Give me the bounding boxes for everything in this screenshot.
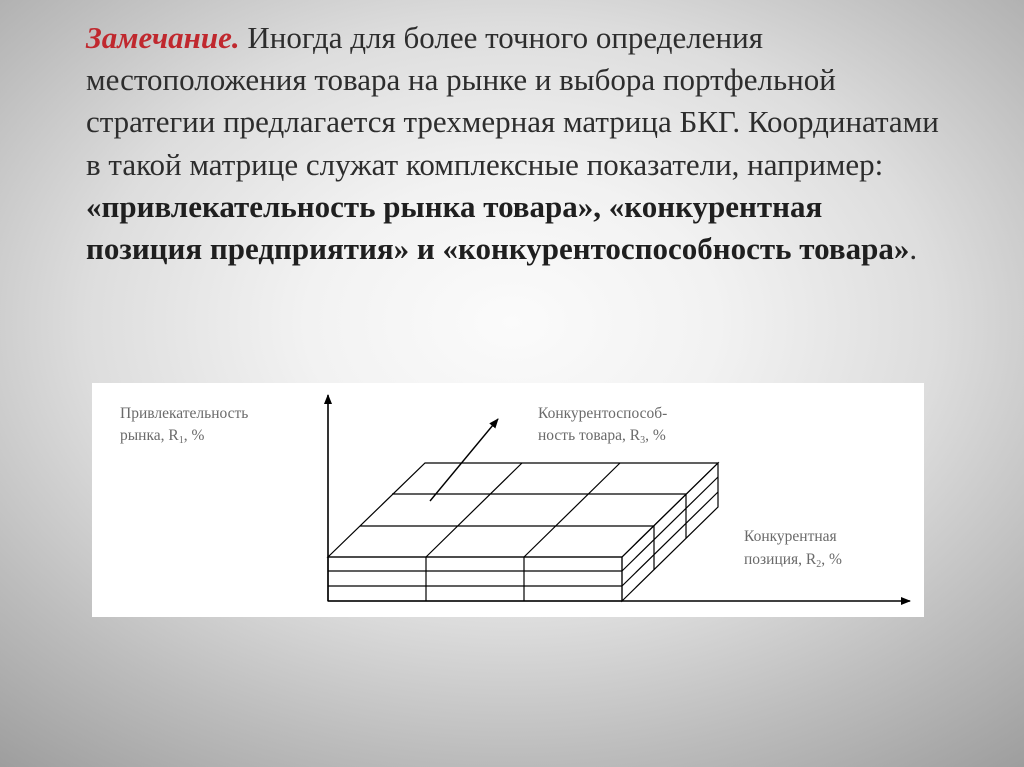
- paragraph-end: .: [909, 231, 918, 267]
- x-axis-label-line2: позиция, R2, %: [744, 551, 842, 570]
- paragraph-text: Иногда для более точного определения местоположения товара на рынке и выбора портфельной стратегии предлагается трехмерная матрица БКГ. Координатами в такой матрице служат комплексные показатели, например:: [86, 20, 939, 182]
- z-axis-label-line2: ность товара, R3, %: [538, 427, 666, 446]
- x-axis-label: Конкурентная: [744, 528, 837, 545]
- y-axis-label-line2: рынка, R1, %: [120, 427, 205, 446]
- note-label: Замечание.: [86, 20, 240, 55]
- slide-paragraph: [86, 17, 946, 270]
- bold-terms: «привлекательность рынка товара», «конкурентная позиция предприятия» и «конкурентоспособность товара»: [86, 188, 910, 267]
- bcg-3d-matrix-figure: [92, 383, 924, 617]
- z-axis: [430, 419, 498, 501]
- bcg-3d-matrix-diagram: [92, 383, 924, 617]
- z-axis-label: Конкурентоспособ-: [538, 405, 668, 422]
- y-axis-label: Привлекательность: [120, 405, 249, 422]
- matrix-box: [328, 463, 718, 601]
